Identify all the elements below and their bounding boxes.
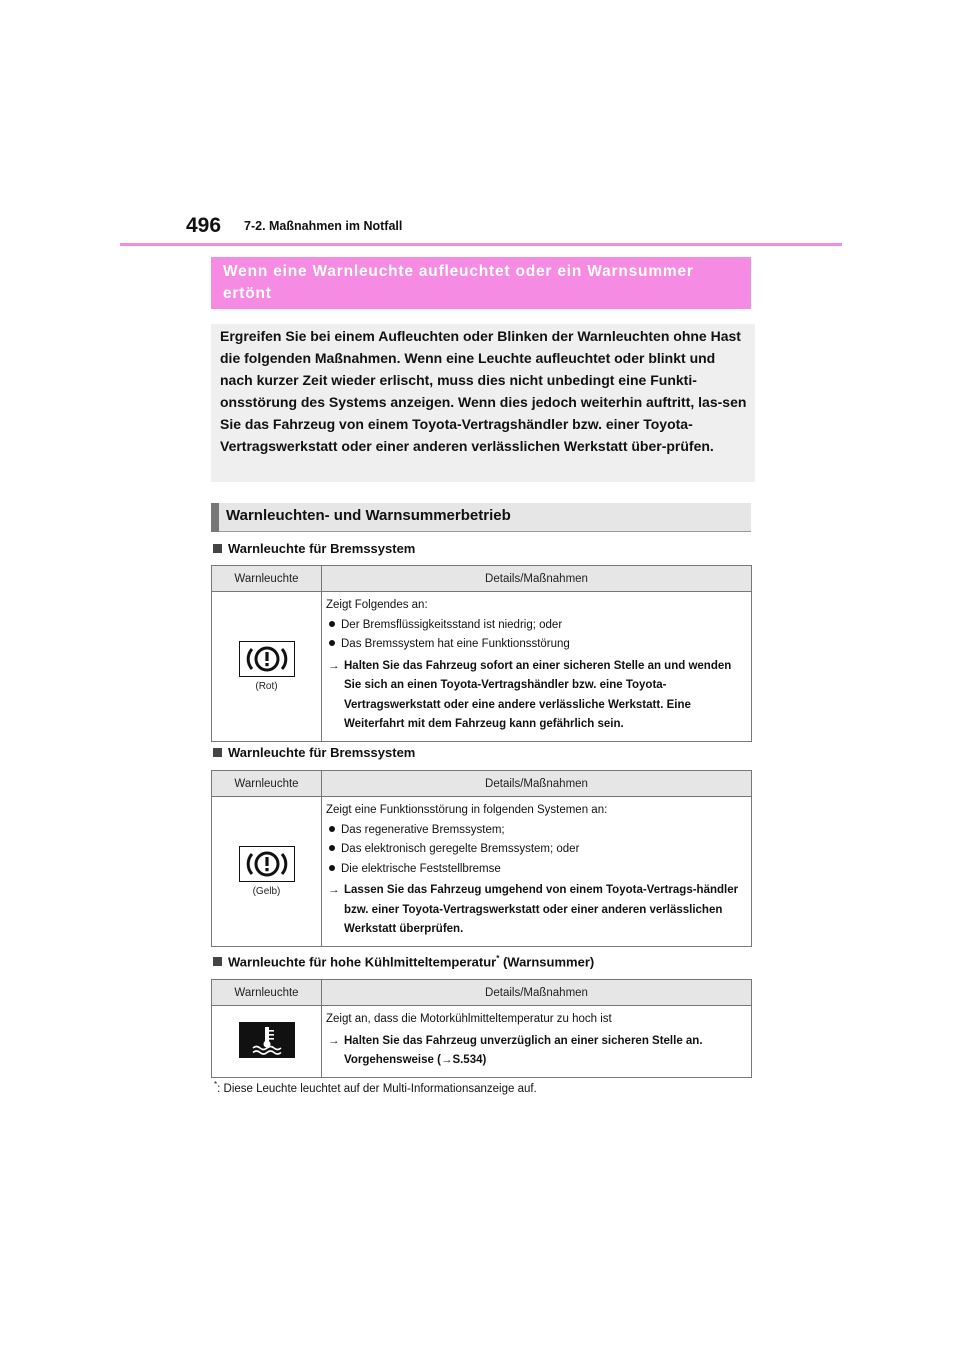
square-bullet-icon (213, 544, 222, 553)
footnote-text: : Diese Leuchte leuchtet auf der Multi-Informationsanzeige auf. (217, 1082, 537, 1095)
bullet-dot-icon (329, 826, 335, 832)
bullet-dot-icon (329, 845, 335, 851)
arrow-icon: → (440, 1054, 453, 1067)
header-rule (120, 243, 842, 246)
action-text: → Halten Sie das Fahrzeug unverzüglich an einer sicheren Stelle an. Vorgehensweise (→S.534) (326, 1032, 747, 1071)
details-intro: Zeigt eine Funktionsstörung in folgenden Systemen an: (326, 804, 608, 816)
warning-table-3 (211, 979, 752, 1078)
details-cell (322, 592, 752, 742)
bullet-item: Die elektrische Feststellbremse (326, 860, 747, 880)
details-cell (322, 1006, 752, 1078)
footnote-marker: * (496, 954, 500, 963)
action-text: → Halten Sie das Fahrzeug sofort an einer sicheren Stelle an und wenden Sie sich an einen Toyota-Vertragshändler bzw. eine Toyota-Vertragswerkstatt oder eine andere verlässliche Werkstatt. Eine Weiterfahrt mit dem Fahrzeug kann gefährlich sein. (326, 657, 747, 735)
bullet-dot-icon (329, 865, 335, 871)
coolant-temperature-icon (239, 1022, 295, 1058)
bullet-dot-icon (329, 640, 335, 646)
icon-cell (212, 592, 322, 742)
arrow-icon: → (328, 659, 340, 672)
icon-caption: (Rot) (255, 680, 278, 692)
details-cell (322, 797, 752, 947)
subheading-marker (211, 503, 219, 532)
brake-warning-icon (239, 641, 295, 677)
section-heading-3: Warnleuchte für hohe Kühlmitteltemperatur* (Warnsummer) (213, 954, 594, 969)
bullet-item: Das elektronisch geregelte Bremssystem; oder (326, 840, 747, 860)
section-banner (211, 257, 751, 309)
section-reference: 7-2. Maßnahmen im Notfall (244, 219, 403, 233)
icon-caption: (Gelb) (252, 885, 281, 897)
page-reference-link[interactable]: S.534 (452, 1054, 483, 1067)
page-number: 496 (186, 214, 222, 237)
warning-table-2 (211, 770, 752, 947)
bullet-item: Der Bremsflüssigkeitsstand ist niedrig; oder (326, 616, 747, 636)
warning-table-1 (211, 565, 752, 742)
arrow-icon: → (328, 1034, 340, 1047)
subheading-text: Warnleuchten- und Warnsummerbetrieb (226, 507, 511, 524)
intro-text: Ergreifen Sie bei einem Aufleuchten oder Blinken der Warnleuchten ohne Hast die folgenden Maßnahmen. Wenn eine Leuchte aufleuchtet oder blinkt und nach kurzer Zeit wieder erlischt, muss dies nicht unbedingt eine Funkti-onsstörung des Systems anzeigen. Wenn dies jedoch weiterhin auftritt, las-sen Sie das Fahrzeug von einem Toyota-Vertragshändler bzw. einer Toyota-Vertragswerkstatt oder einer anderen verlässlichen Werkstatt über-prüfen. (220, 328, 747, 454)
square-bullet-icon (213, 748, 222, 757)
footnote (214, 1080, 537, 1095)
arrow-icon: → (328, 884, 340, 896)
square-bullet-icon (213, 957, 222, 966)
column-header-details: Details/Maßnahmen (322, 771, 752, 797)
footnote-marker: * (214, 1080, 218, 1089)
section-title: Warnleuchte für hohe Kühlmitteltemperatur (228, 954, 497, 970)
column-header-warnleuchte: Warnleuchte (212, 771, 322, 797)
banner-title: Wenn eine Warnleuchte aufleuchtet oder ein Warnsummer ertönt (223, 263, 694, 302)
subheading-bar (211, 503, 751, 532)
action-text: → Lassen Sie das Fahrzeug umgehend von einem Toyota-Vertrags-händler bzw. einer Toyota-Vertragswerkstatt oder einer anderen verlässlichen Werkstatt überprüfen. (326, 881, 747, 940)
section-heading-1 (213, 541, 415, 556)
column-header-details: Details/Maßnahmen (322, 980, 752, 1006)
column-header-details: Details/Maßnahmen (322, 566, 752, 592)
bullet-item: Das regenerative Bremssystem; (326, 821, 747, 841)
bullet-item: Das Bremssystem hat eine Funktionsstörung (326, 635, 747, 655)
details-intro: Zeigt an, dass die Motorkühlmitteltemperatur zu hoch ist (326, 1013, 612, 1025)
section-title: Warnleuchte für Bremssystem (228, 745, 416, 760)
column-header-warnleuchte: Warnleuchte (212, 566, 322, 592)
bullet-dot-icon (329, 621, 335, 627)
section-title: Warnleuchte für Bremssystem (228, 541, 416, 556)
section-heading-2 (213, 745, 415, 760)
icon-cell (212, 1006, 322, 1078)
intro-box (211, 324, 755, 482)
column-header-warnleuchte: Warnleuchte (212, 980, 322, 1006)
icon-cell (212, 797, 322, 947)
brake-warning-icon (239, 846, 295, 882)
details-intro: Zeigt Folgendes an: (326, 599, 428, 611)
